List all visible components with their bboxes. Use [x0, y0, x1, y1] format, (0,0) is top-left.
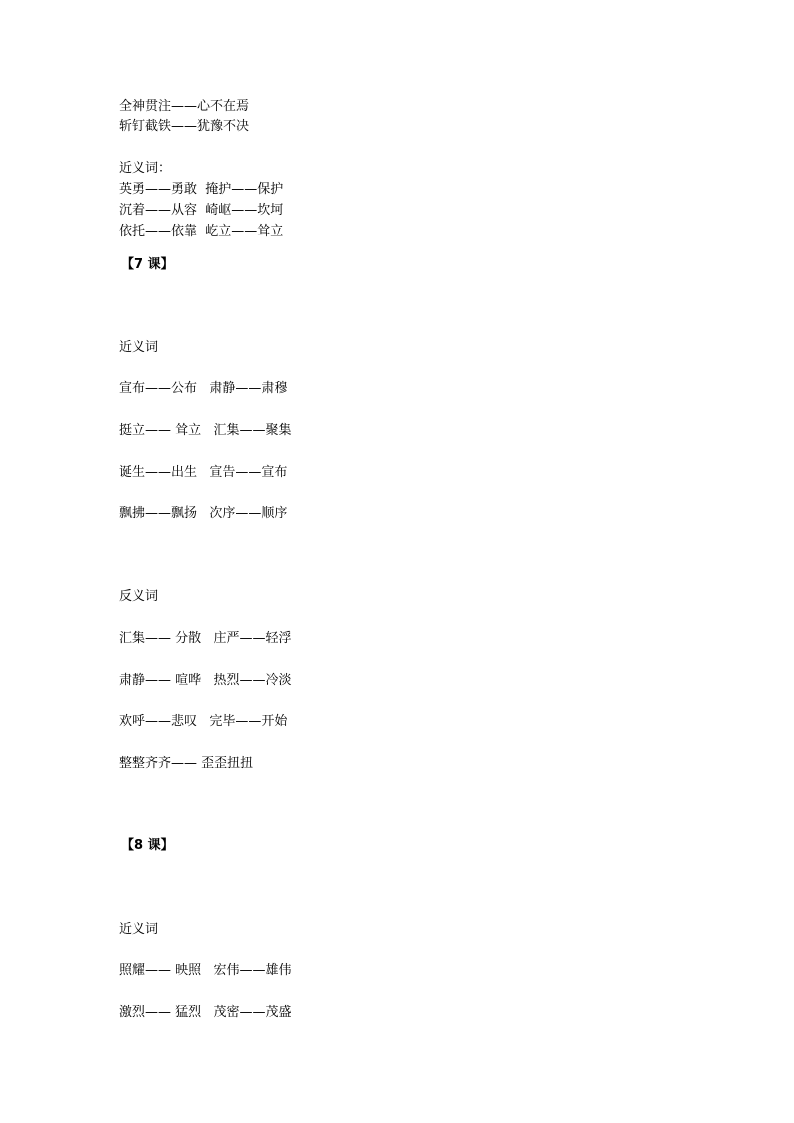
synonym-pair-line: 依托——依靠 屹立——耸立	[119, 224, 284, 239]
synonym-pair-line: 英勇——勇敢 掩护——保护	[119, 182, 284, 197]
lesson-8-synonym-heading: 近义词	[119, 922, 159, 937]
lesson-8-title: 【8 课】	[121, 838, 174, 853]
lesson-7-antonym-line: 肃静—— 喧哗 热烈——冷淡	[119, 673, 292, 688]
lesson-7-synonym-line: 挺立—— 耸立 汇集——聚集	[119, 423, 292, 438]
antonym-pair-line: 全神贯注——心不在焉	[119, 99, 250, 114]
lesson-7-synonym-heading: 近义词	[119, 340, 159, 355]
lesson-7-antonym-heading: 反义词	[119, 589, 159, 604]
lesson-7-antonym-line: 整整齐齐—— 歪歪扭扭	[119, 756, 254, 771]
lesson-7-synonym-line: 宣布——公布 肃静——肃穆	[119, 381, 288, 396]
lesson-7-antonym-line: 欢呼——悲叹 完毕——开始	[119, 714, 288, 729]
lesson-7-synonym-line: 飘拂——飘扬 次序——顺序	[119, 506, 288, 521]
antonym-pair-line: 斩钉截铁——犹豫不决	[119, 119, 250, 134]
lesson-8-synonym-line: 激烈—— 猛烈 茂密——茂盛	[119, 1005, 292, 1020]
lesson-7-antonym-line: 汇集—— 分散 庄严——轻浮	[119, 631, 292, 646]
lesson-8-synonym-line: 照耀—— 映照 宏伟——雄伟	[119, 963, 292, 978]
synonym-pair-line: 沉着——从容 崎岖——坎坷	[119, 203, 284, 218]
synonym-heading: 近义词：	[119, 161, 172, 176]
lesson-7-title: 【7 课】	[121, 257, 174, 272]
lesson-7-synonym-line: 诞生——出生 宣告——宣布	[119, 465, 288, 480]
